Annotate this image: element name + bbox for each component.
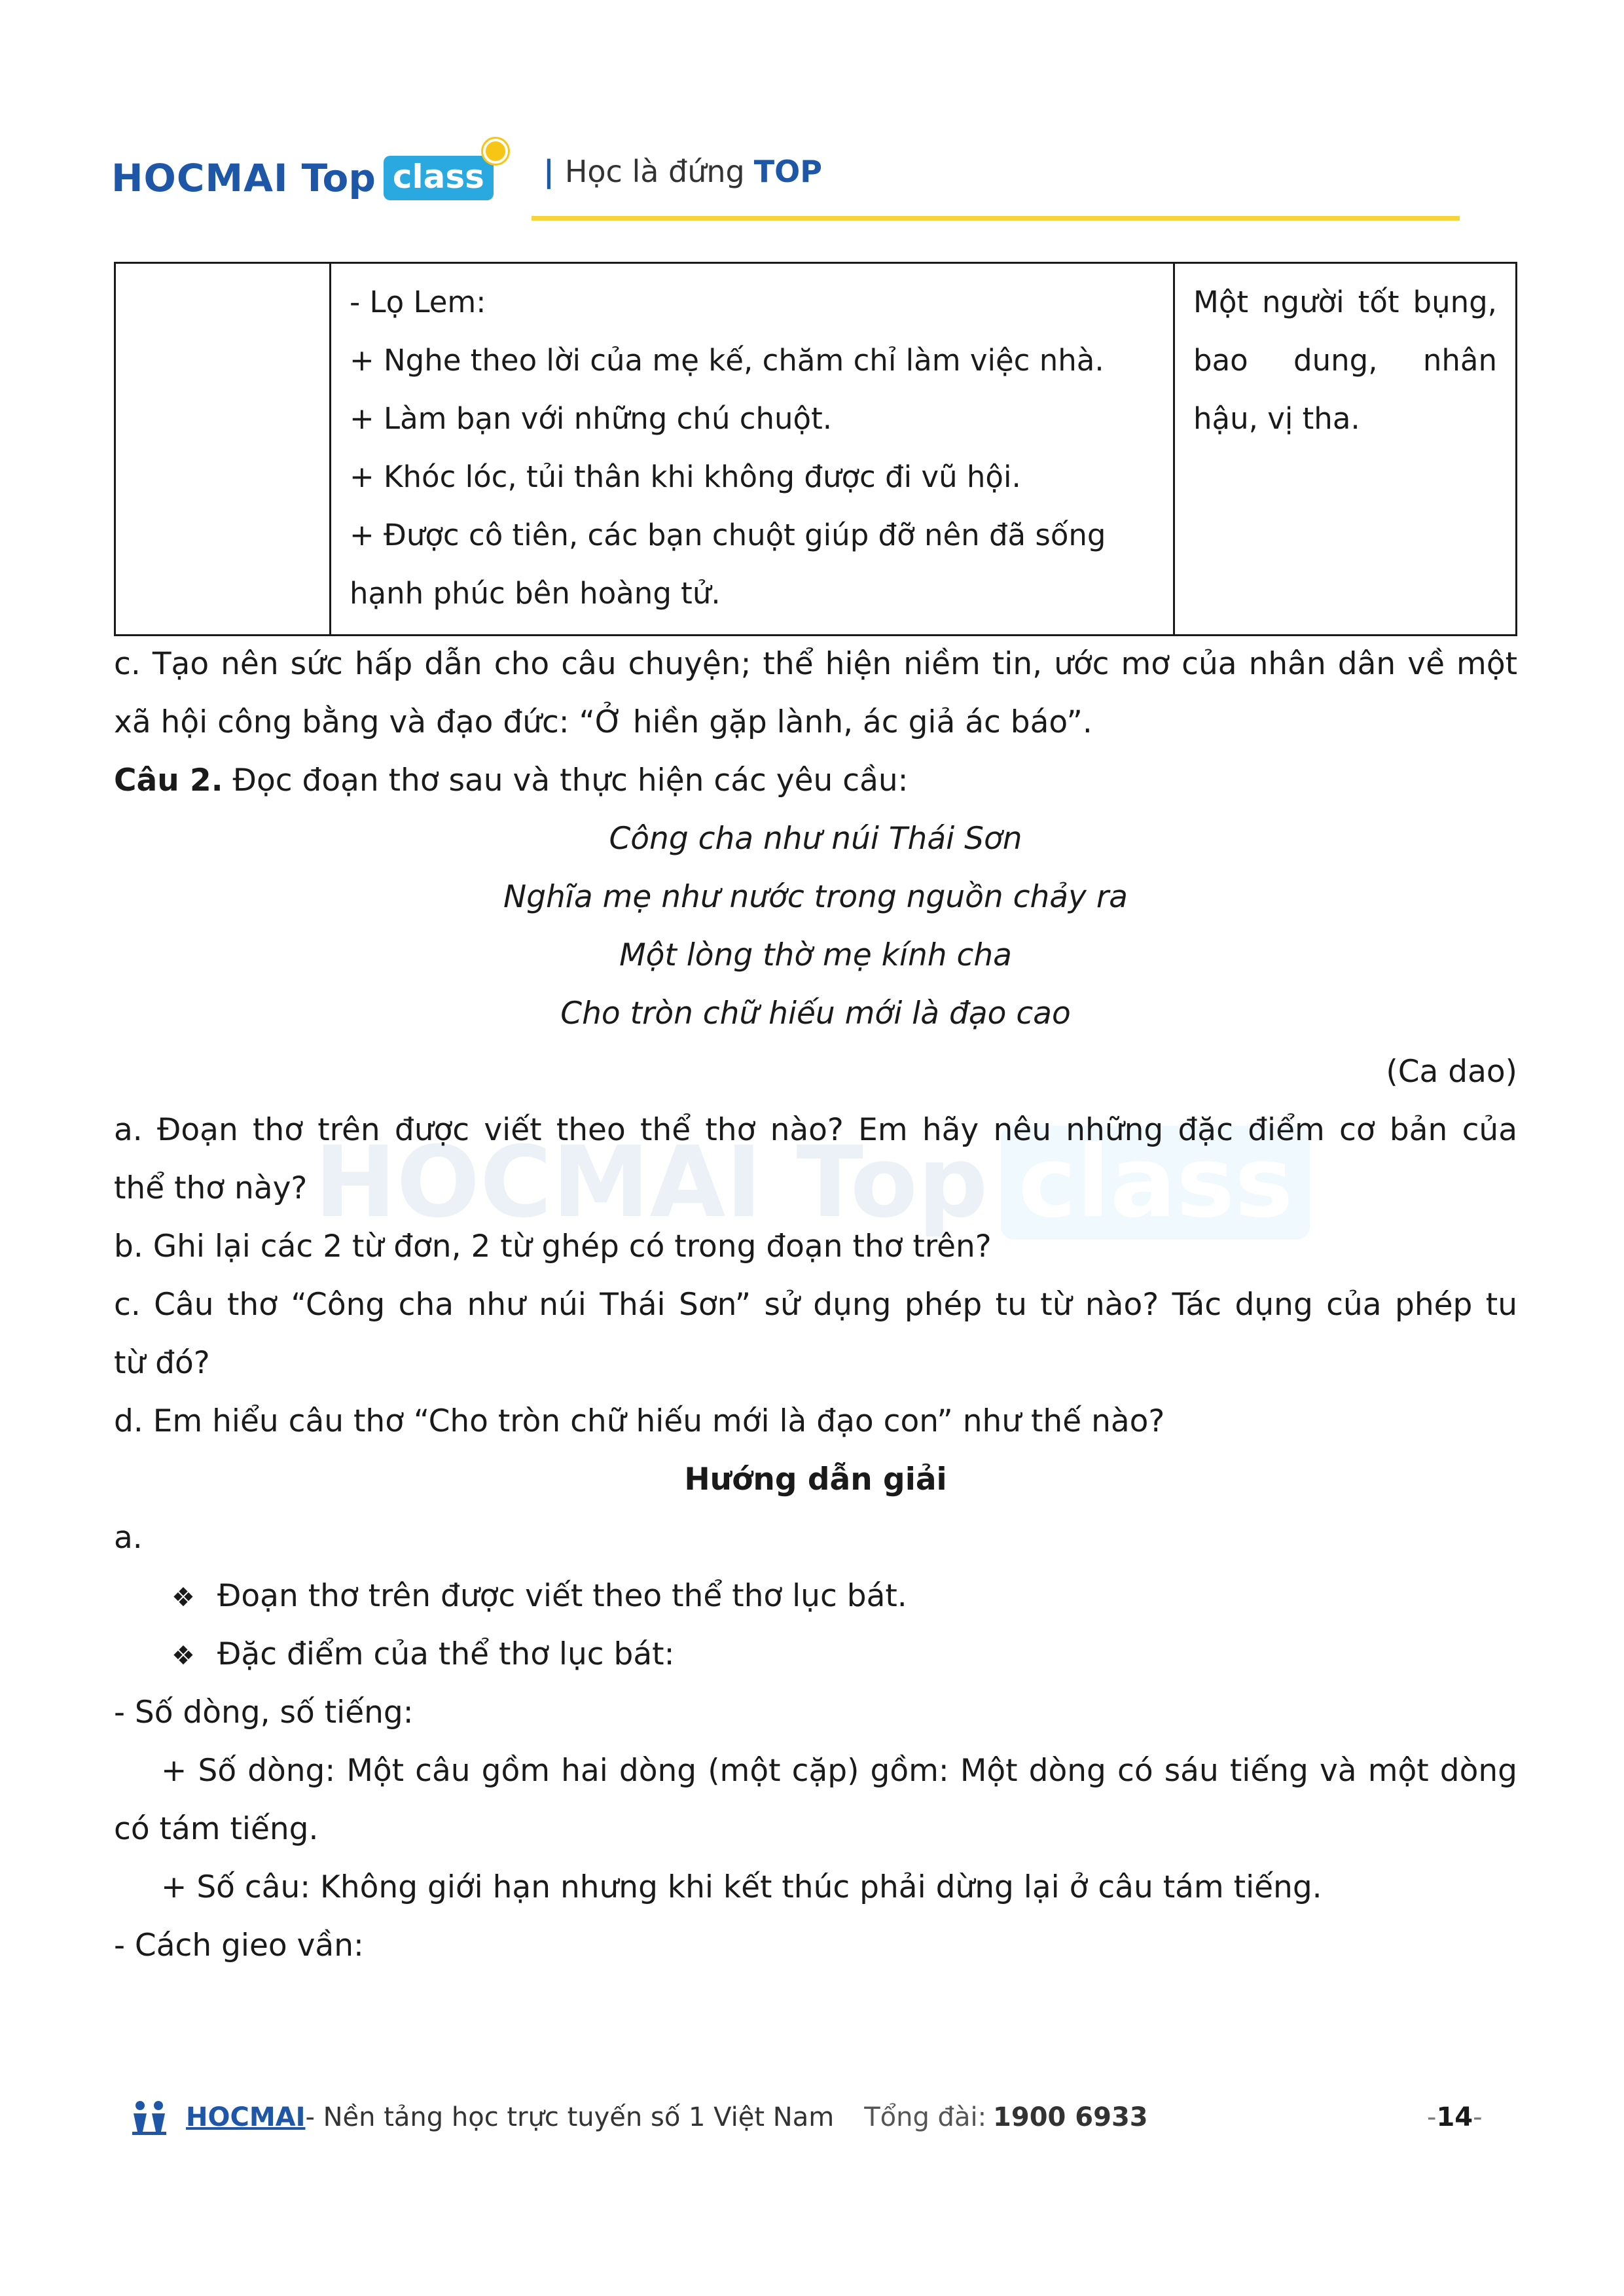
poem-line: Một lòng thờ mẹ kính cha bbox=[619, 937, 1012, 973]
answer-c-line2: xã hội công bằng và đạo đức: “Ở hiền gặp lành, ác giả ác báo”. bbox=[114, 704, 1092, 740]
table-line: + Nghe theo lời của mẹ kế, chăm chỉ làm việc nhà. bbox=[350, 343, 1104, 378]
table-cell-empty bbox=[115, 263, 331, 636]
header-divider-line bbox=[532, 216, 1460, 221]
table-line: + Làm bạn với những chú chuột. bbox=[350, 401, 833, 436]
bullet-text: Đoạn thơ trên được viết theo thể thơ lục bát. bbox=[217, 1578, 907, 1614]
slogan-top: TOP bbox=[753, 154, 822, 189]
footer-tagline: - Nền tảng học trực tuyến số 1 Việt Nam bbox=[305, 2102, 835, 2132]
poem-source: (Ca dao) bbox=[1386, 1054, 1517, 1090]
question-2 bbox=[114, 751, 1517, 810]
poem-line: Nghĩa mẹ như nước trong nguồn chảy ra bbox=[503, 879, 1128, 915]
diamond-bullet-icon: ❖ bbox=[171, 1641, 195, 1671]
logo-class-badge bbox=[384, 156, 494, 200]
bullet-item bbox=[171, 1625, 1575, 1685]
table-row bbox=[115, 263, 1517, 636]
slogan-divider: | bbox=[543, 154, 554, 189]
footer-brand-link[interactable]: HOCMAI bbox=[186, 2102, 306, 2132]
so-dong-title: - Số dòng, số tiếng: bbox=[114, 1695, 414, 1731]
question-b: b. Ghi lại các 2 từ đơn, 2 từ ghép có trong đoạn thơ trên? bbox=[114, 1229, 992, 1265]
table-cell-trait: Một người tốt bụng, bao dung, nhân hậu, vị tha. bbox=[1174, 263, 1517, 636]
bullet-item bbox=[171, 1567, 1575, 1627]
guide-title: Hướng dẫn giải bbox=[684, 1462, 947, 1498]
logo-class-text: class bbox=[392, 158, 484, 196]
slogan-text: Học là đứng bbox=[564, 154, 745, 189]
so-cau: + Số câu: Không giới hạn nhưng khi kết thúc phải dừng lại ở câu tám tiếng. bbox=[161, 1869, 1322, 1905]
question-d: d. Em hiểu câu thơ “Cho tròn chữ hiếu mới là đạo con” như thế nào? bbox=[114, 1403, 1165, 1439]
hocmai-logo-icon bbox=[130, 2099, 169, 2136]
header-slogan bbox=[543, 152, 822, 191]
character-table bbox=[114, 262, 1517, 636]
answer-a-label: a. bbox=[114, 1520, 143, 1556]
footer-hotline-label: Tổng đài: bbox=[864, 2102, 987, 2132]
table-cell-actions bbox=[331, 263, 1174, 636]
so-dong-line1: + Số dòng: Một câu gồm hai dòng (một cặp) gồm: Một dòng có sáu tiếng và một dòng bbox=[161, 1753, 1517, 1789]
watermark-logo: HOCMAI Top class bbox=[314, 1126, 1310, 1240]
question-c-line2: từ đó? bbox=[114, 1345, 210, 1381]
question-2-text: Đọc đoạn thơ sau và thực hiện các yêu cầu: bbox=[223, 762, 909, 798]
table-line: + Khóc lóc, tủi thân khi không được đi vũ hội. bbox=[350, 459, 1021, 494]
hocmai-topclass-logo bbox=[111, 152, 494, 204]
question-2-label: Câu 2. bbox=[114, 762, 223, 798]
answer-c-line1: c. Tạo nên sức hấp dẫn cho câu chuyện; thể hiện niềm tin, ước mơ của nhân dân về một bbox=[114, 646, 1517, 682]
logo-hocmai-text: HOCMAI bbox=[111, 156, 289, 200]
poem-line: Công cha như núi Thái Sơn bbox=[609, 821, 1022, 857]
diamond-bullet-icon: ❖ bbox=[171, 1583, 195, 1613]
table-line: - Lọ Lem: bbox=[350, 285, 486, 319]
question-a-line1: a. Đoạn thơ trên được viết theo thể thơ nào? Em hãy nêu những đặc điểm cơ bản của bbox=[114, 1112, 1517, 1148]
question-c-line1: c. Câu thơ “Công cha như núi Thái Sơn” sử dụng phép tu từ nào? Tác dụng của phép tu bbox=[114, 1287, 1517, 1323]
page-number-prefix: - bbox=[1427, 2102, 1437, 2132]
gieo-van-title: - Cách gieo vần: bbox=[114, 1928, 364, 1964]
logo-top-text: Top bbox=[301, 156, 376, 200]
bullet-text: Đặc điểm của thể thơ lục bát: bbox=[217, 1636, 675, 1672]
so-dong-line2: có tám tiếng. bbox=[114, 1811, 319, 1847]
question-a-line2: thể thơ này? bbox=[114, 1170, 308, 1206]
poem-line: Cho tròn chữ hiếu mới là đạo cao bbox=[560, 996, 1071, 1031]
sun-icon bbox=[483, 139, 508, 164]
page-number bbox=[1427, 2098, 1483, 2137]
footer-hotline: 1900 6933 bbox=[993, 2102, 1148, 2132]
page-number-value: 14 bbox=[1436, 2102, 1473, 2132]
page-footer bbox=[130, 2098, 1148, 2137]
page-number-suffix: - bbox=[1473, 2102, 1483, 2132]
table-line: + Được cô tiên, các bạn chuột giúp đỡ nên đã sống hạnh phúc bên hoàng tử. bbox=[350, 518, 1106, 611]
